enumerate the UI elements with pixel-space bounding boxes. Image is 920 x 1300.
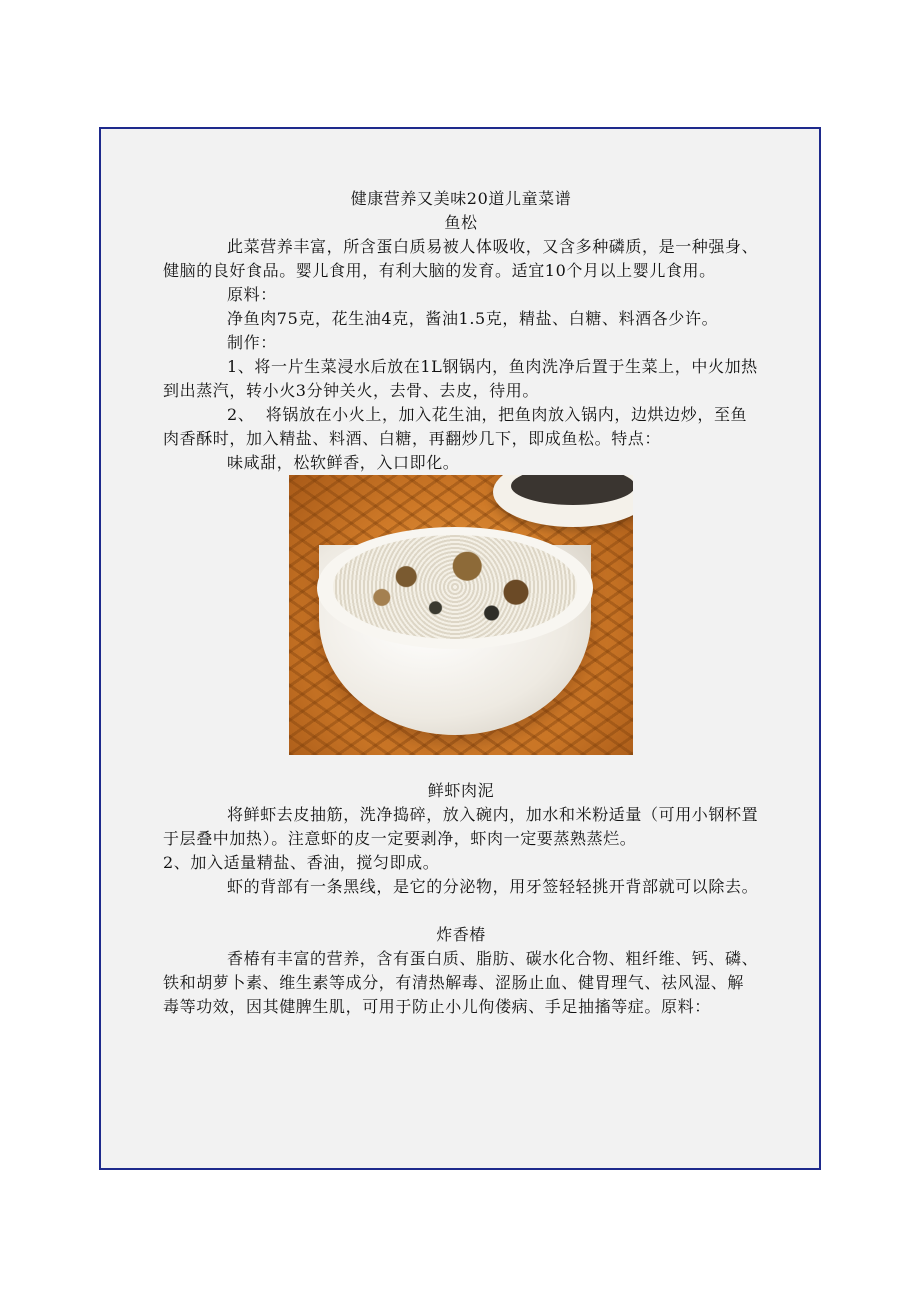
document-content [163, 187, 759, 1019]
method-step-2: 2、 将锅放在小火上，加入花生油，把鱼肉放入锅内，边烘边炒，至鱼肉香酥时，加入精盐、料酒、白糖，再翻炒几下，即成鱼松。特点： [163, 405, 748, 448]
recipe-title-shrimp-paste: 鲜虾肉泥 [427, 781, 495, 800]
shrimp-para-1: 将鲜虾去皮抽筋，洗净捣碎，放入碗内，加水和米粉适量（可用小钢杯置于层叠中加热）。注意虾的皮一定要剥净，虾肉一定要蒸熟蒸烂。 [163, 805, 759, 848]
document-frame [99, 127, 821, 1170]
ingredients-text: 净鱼肉75克，花生油4克，酱油1.5克，精盐、白糖、料酒各少许。 [227, 309, 719, 328]
method-step-1: 1、将一片生菜浸水后放在1L钢锅内，鱼肉洗净后置于生菜上，中火加热到出蒸汽，转小火3分钟关火，去骨、去皮，待用。 [163, 357, 758, 400]
shrimp-para-3: 虾的背部有一条黑线，是它的分泌物，用牙签轻轻挑开背部就可以除去。 [227, 877, 759, 896]
recipe-title-fried-toona: 炸香椿 [436, 925, 486, 944]
recipe-feature: 味咸甜，松软鲜香，入口即化。 [227, 453, 460, 472]
toona-para-1: 香椿有丰富的营养，含有蛋白质、脂肪、碳水化合物、粗纤维、钙、磷、铁和胡萝卜素、维生素等成分，有清热解毒、涩肠止血、健胃理气、祛风湿、解毒等功效，因其健脾生肌，可用于防止小儿佝偻病、手足抽搐等症。原料： [163, 949, 759, 1016]
document-title: 健康营养又美味20道儿童菜谱 [350, 189, 572, 208]
recipe-intro: 此菜营养丰富，所含蛋白质易被人体吸收，又含多种磷质，是一种强身、健脑的良好食品。婴儿食用，有利大脑的发育。适宜10个月以上婴儿食用。 [163, 237, 759, 280]
rice-image [333, 535, 577, 639]
side-dish-image [493, 475, 633, 527]
shrimp-para-2: 2、加入适量精盐、香油，搅匀即成。 [163, 853, 440, 872]
ingredients-label: 原料： [227, 285, 277, 304]
rice-bowl-photo [289, 475, 633, 755]
method-label: 制作： [227, 333, 277, 352]
recipe-title-fish-floss: 鱼松 [444, 213, 478, 232]
